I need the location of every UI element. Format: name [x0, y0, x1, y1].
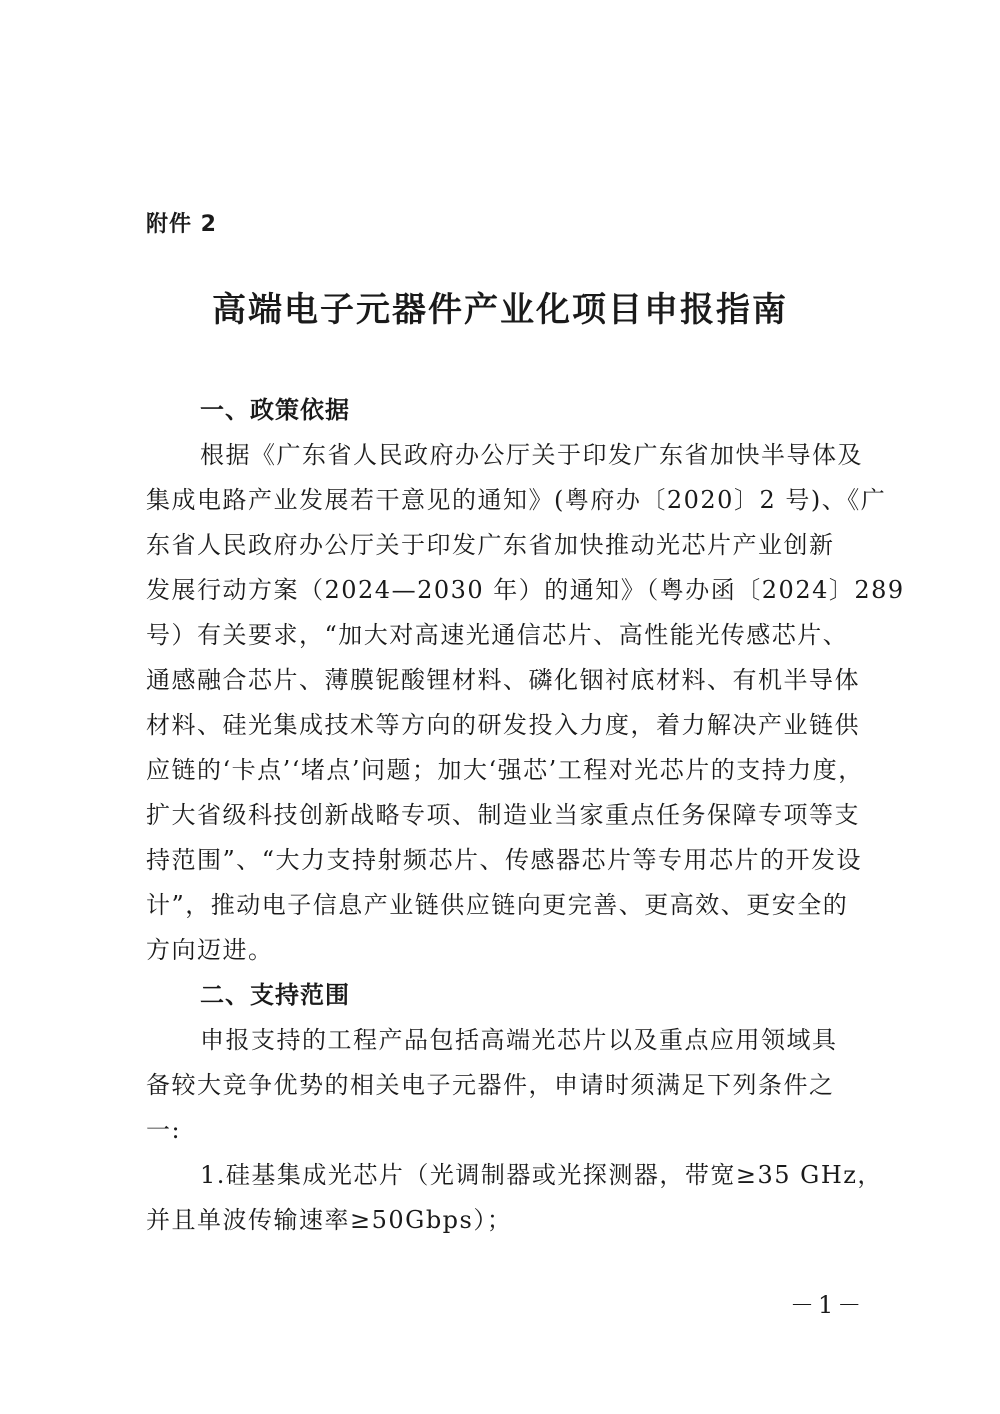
document-title: 高端电子元器件产业化项目申报指南 [212, 290, 788, 330]
paragraph-line: 并且单波传输速率≥50Gbps）； [146, 1206, 513, 1234]
paragraph-line: 备较大竞争优势的相关电子元器件，申请时须满足下列条件之 [146, 1071, 835, 1099]
paragraph-line: 根据《广东省人民政府办公厅关于印发广东省加快半导体及 [200, 441, 863, 469]
paragraph-line: 东省人民政府办公厅关于印发广东省加快推动光芯片产业创新 [146, 531, 835, 559]
section-heading-policy-basis: 一、政策依据 [200, 396, 350, 424]
attachment-label: 附件 2 [146, 212, 217, 237]
paragraph-line: 号）有关要求，“加大对高速光通信芯片、高性能光传感芯片、 [146, 621, 849, 649]
paragraph-line: 方向迈进。 [146, 936, 274, 964]
paragraph-line: 发展行动方案（2024—2030 年）的通知》（粤办函〔2024〕289 [146, 576, 905, 604]
paragraph-line: 持范围”、“大力支持射频芯片、传感器芯片等专用芯片的开发设 [146, 846, 863, 874]
paragraph-line: 1.硅基集成光芯片（光调制器或光探测器，带宽≥35 GHz， [200, 1161, 883, 1189]
paragraph-line: 扩大省级科技创新战略专项、制造业当家重点任务保障专项等支 [146, 801, 860, 829]
section-paragraph-support-scope [146, 1018, 858, 1153]
section-paragraph-policy-basis [146, 433, 905, 973]
document-body [146, 388, 905, 1243]
paragraph-line: 材料、硅光集成技术等方向的研发投入力度，着力解决产业链供 [146, 711, 860, 739]
paragraph-line: 一: [146, 1116, 182, 1144]
section-heading-support-scope: 二、支持范围 [200, 981, 350, 1009]
paragraph-line: 应链的‘卡点’‘堵点’问题；加大‘强芯’工程对光芯片的支持力度， [146, 756, 864, 784]
page-number: －1－ [790, 1291, 866, 1319]
paragraph-line: 计”，推动电子信息产业链供应链向更完善、更高效、更安全的 [146, 891, 849, 919]
paragraph-line: 申报支持的工程产品包括高端光芯片以及重点应用领域具 [200, 1026, 838, 1054]
list-item-silicon-photonics [146, 1153, 883, 1243]
paragraph-line: 集成电路产业发展若干意见的通知》(粤府办〔2020〕2 号)、《广 [146, 486, 887, 514]
paragraph-line: 通感融合芯片、薄膜铌酸锂材料、磷化铟衬底材料、有机半导体 [146, 666, 860, 694]
